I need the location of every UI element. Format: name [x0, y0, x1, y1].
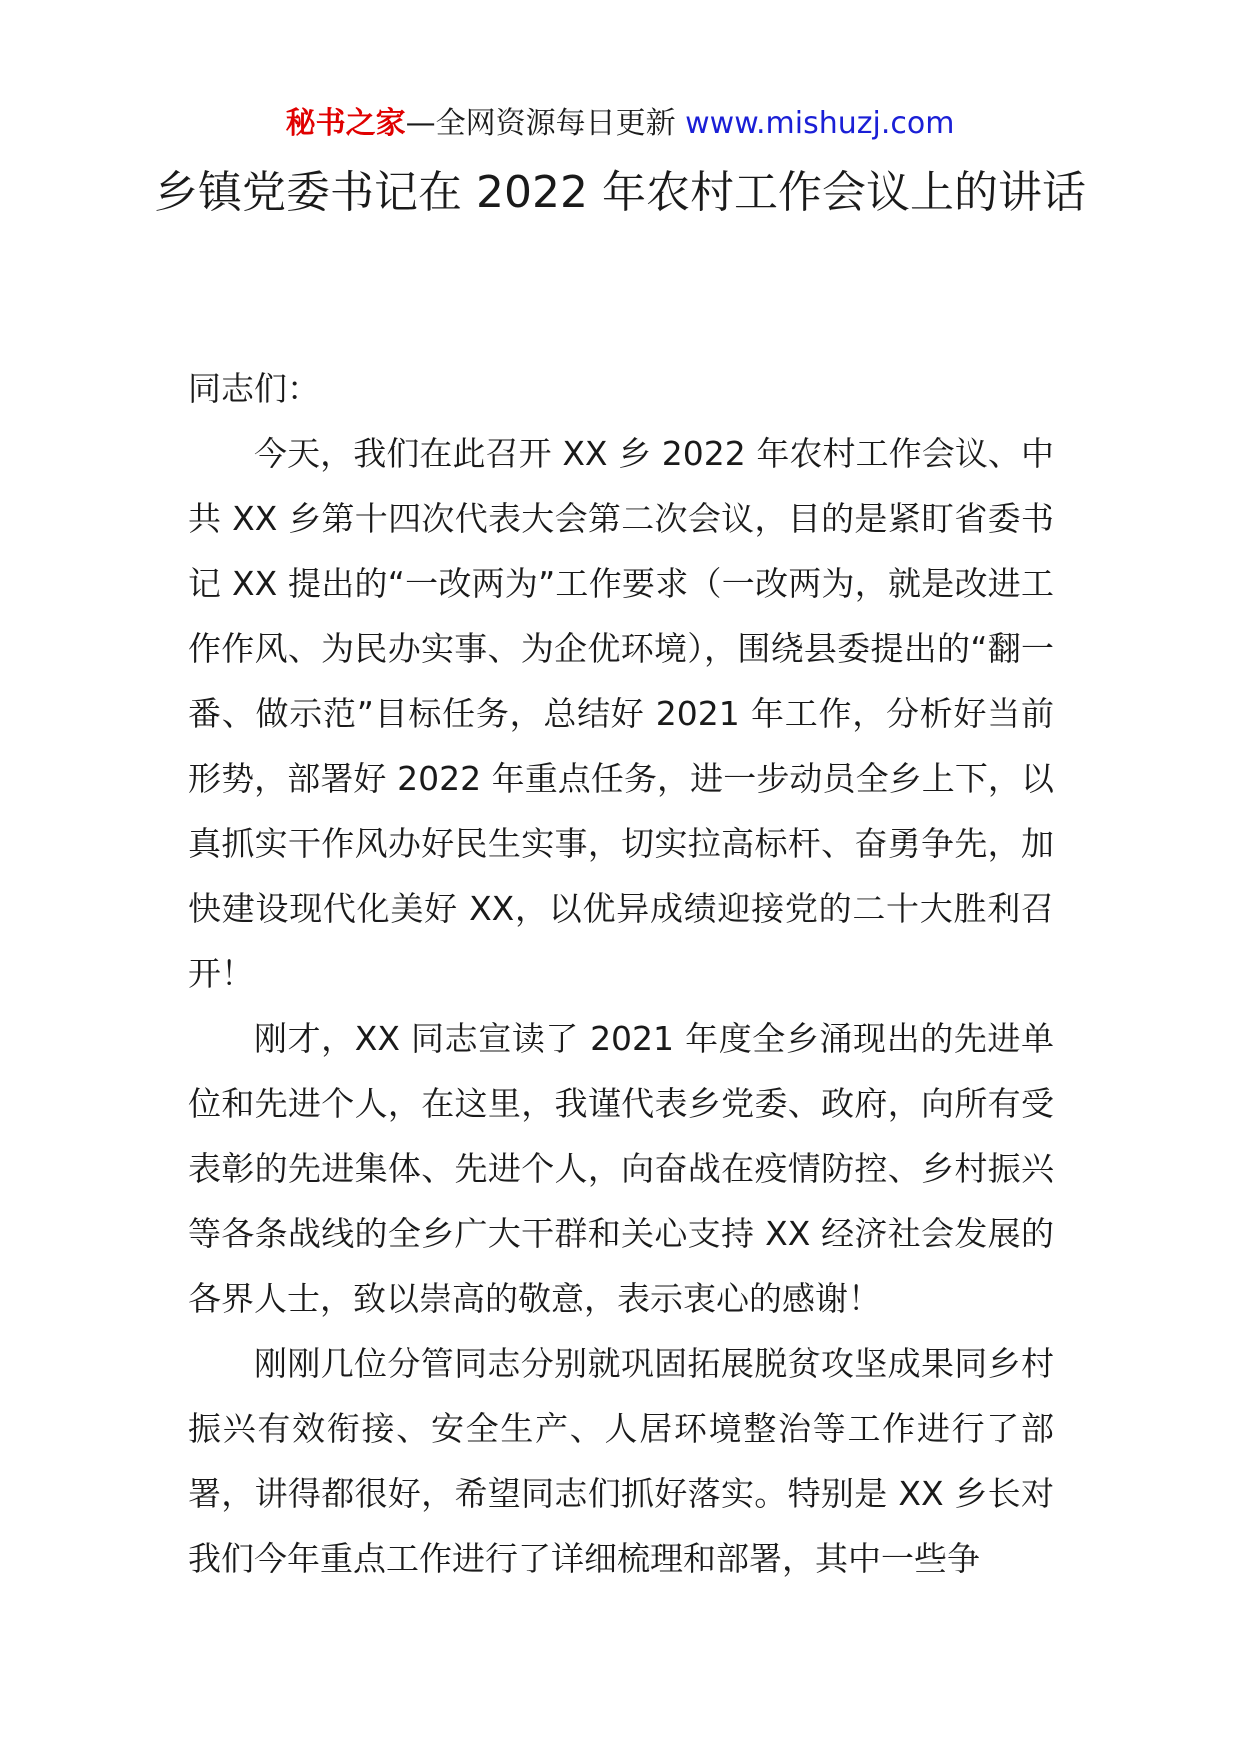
site-header — [0, 100, 1240, 148]
document-title: 乡镇党委书记在 2022 年农村工作会议上的讲话 — [154, 167, 1086, 218]
site-url-link[interactable]: www.mishuzj.com — [685, 106, 955, 141]
header-slogan: —全网资源每日更新 — [405, 106, 686, 141]
brand-name: 秘书之家 — [285, 106, 406, 141]
paragraph: 刚刚几位分管同志分别就巩固拓展脱贫攻坚成果同乡村振兴有效衔接、安全生产、人居环境整治等工作进行了部署，讲得都很好，希望同志们抓好落实。特别是 XX 乡长对我们今年重点工作进行了详细梳理和部署，其中一些争 — [188, 1344, 1054, 1578]
paragraph: 今天，我们在此召开 XX 乡 2022 年农村工作会议、中共 XX 乡第十四次代表大会第二次会议，目的是紧盯省委书记 XX 提出的“一改两为”工作要求（一改两为，就是改进工作作风、为民办实事、为企优环境），围绕县委提出的“翻一番、做示范”目标任务，总结好 2021 年工作，分析好当前形势，部署好 2022 年重点任务，进一步动员全乡上下，以真抓实干作风办好民生实事，切实拉高标杆、奋勇争先，加快建设现代化美好 XX，以优异成绩迎接党的二十大胜利召开！ — [188, 434, 1054, 993]
greeting: 同志们： — [188, 369, 320, 408]
paragraph: 刚才，XX 同志宣读了 2021 年度全乡涌现出的先进单位和先进个人，在这里，我谨代表乡党委、政府，向所有受表彰的先进集体、先进个人，向奋战在疫情防控、乡村振兴等各条战线的全乡广大干群和关心支持 XX 经济社会发展的各界人士，致以崇高的敬意，表示衷心的感谢！ — [188, 1019, 1054, 1318]
document-body — [188, 356, 1054, 1591]
